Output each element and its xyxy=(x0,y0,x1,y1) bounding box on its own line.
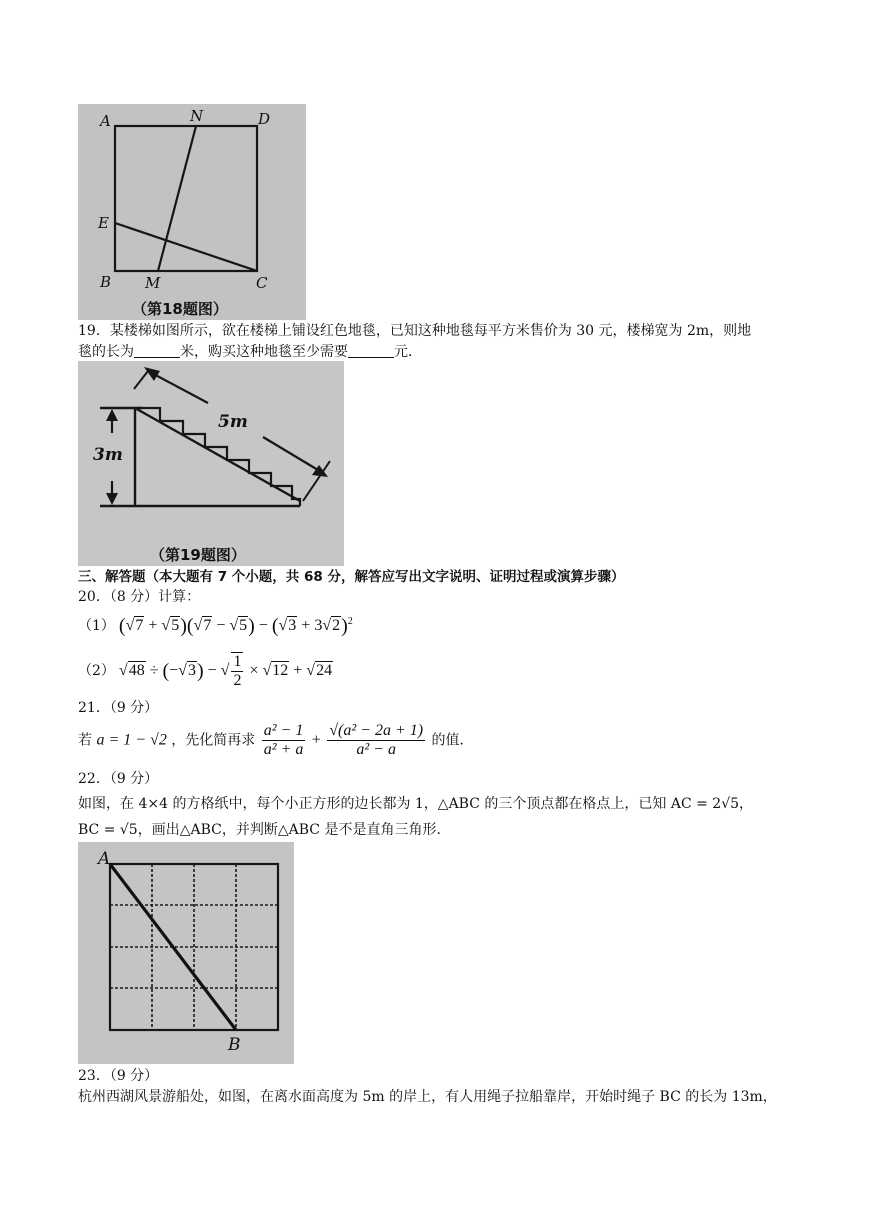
answer-blank-cost[interactable] xyxy=(348,343,394,358)
label-m: M xyxy=(145,274,161,292)
label-c: C xyxy=(256,274,268,292)
figure-18 xyxy=(78,104,306,320)
q21-body: 若 a = 1 − √2 ，先化简再求 $\frac{\text{a² − 1}}{\text{a² + a}}$ + $\frac{\text{√(a² − 2a + 1)}}{\text{a² − a}}$ 的值． xyxy=(78,722,474,758)
q23-header: 23．（9 分） xyxy=(78,1068,159,1084)
q22-line2: BC = √5，画出△ABC，并判断△ABC 是不是直角三角形． xyxy=(78,822,451,838)
q20-part1: （1） $(√7 + √5)(√7 - √5) - (√3 + 3√2)^2$ xyxy=(78,615,353,637)
figure-19 xyxy=(78,361,344,566)
grid-label-b: B xyxy=(228,1035,241,1055)
section-3-header: 三、解答题（本大题有 7 个小题，共 68 分，解答应写出文字说明、证明过程或演算步骤） xyxy=(78,569,625,585)
q20-part2: （2） √48 ÷ (−√3) − √ $\frac{1}{2}$ × √12 + √24 xyxy=(78,653,333,689)
grid-label-a: A xyxy=(98,849,111,869)
answer-blank-length[interactable] xyxy=(134,343,180,358)
label-b: B xyxy=(100,273,112,291)
label-d: D xyxy=(258,110,271,128)
q21-header: 21．（9 分） xyxy=(78,700,159,716)
label-5m: 5m xyxy=(218,412,248,432)
q22-line1: 如图，在 4×4 的方格纸中，每个小正方形的边长都为 1，△ABC 的三个顶点都在格点上，已知 AC = 2√5， xyxy=(78,796,754,812)
caption-18: （第18题图） xyxy=(132,300,228,318)
q19-line1: 19．某楼梯如图所示，欲在楼梯上铺设红色地毯，已知这种地毯每平方米售价为 30 元，楼梯宽为 2m，则地 xyxy=(78,323,752,339)
q23-line1: 杭州西湖风景游船处，如图，在离水面高度为 5m 的岸上，有人用绳子拉船靠岸，开始时绳子 BC 的长为 13m， xyxy=(78,1089,777,1105)
label-n: N xyxy=(190,107,204,125)
figure-22 xyxy=(78,842,294,1064)
q22-header: 22．（9 分） xyxy=(78,771,159,787)
label-3m: 3m xyxy=(93,445,123,465)
caption-19: （第19题图） xyxy=(150,546,246,564)
q20-header: 20．（8 分）计算： xyxy=(78,589,201,605)
label-e: E xyxy=(98,214,109,232)
q19-line2: 毯的长为 米，购买这种地毯至少需要 元． xyxy=(78,344,422,360)
label-a: A xyxy=(100,112,111,130)
